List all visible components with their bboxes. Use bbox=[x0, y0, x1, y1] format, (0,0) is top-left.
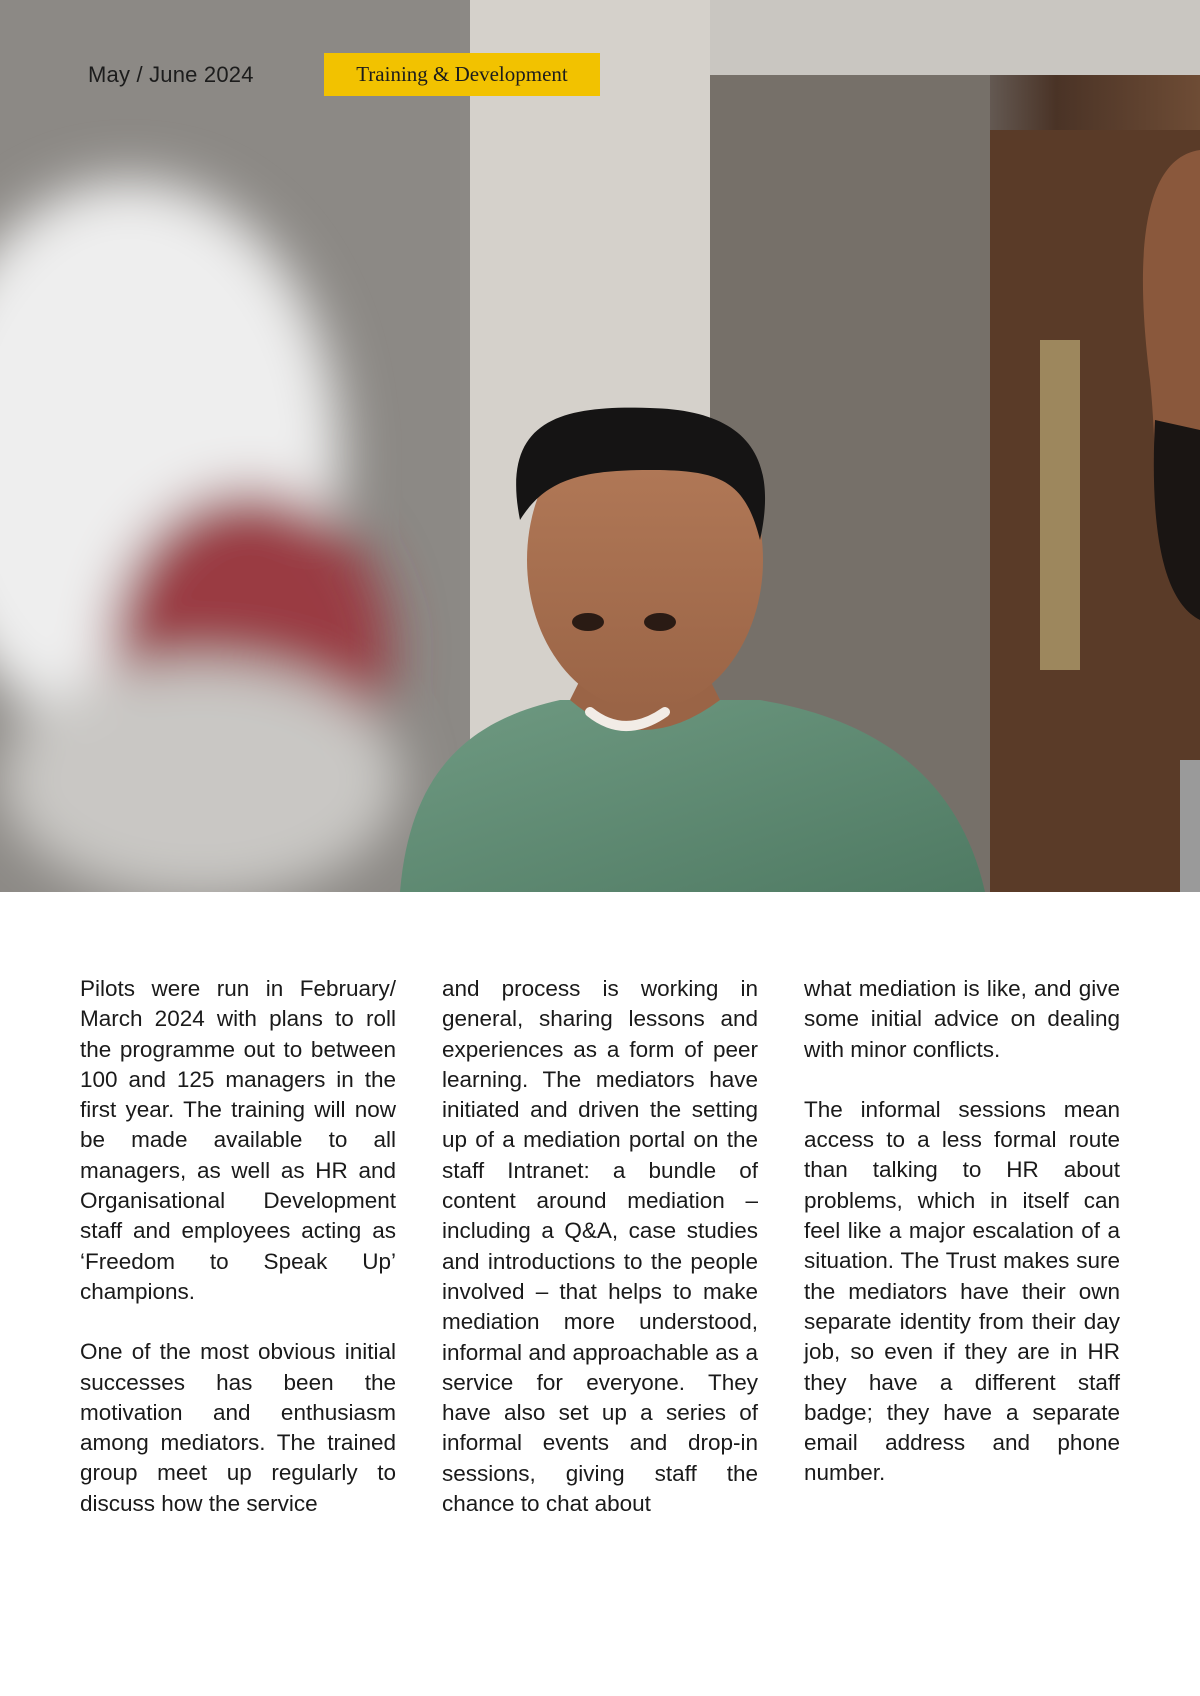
paragraph: The informal sessions mean access to a less formal route than talking to HR about problems, which in itself can feel like a major escalation of a situation. The Trust makes sure the mediators have their own separate identity from their day job, so even if they are in HR they have a different staff badge; they have a separate email address and phone number. bbox=[804, 1096, 1120, 1486]
paragraph: One of the most obvious initial successes has been the motivation and enthusiasm among mediators. The trained group meet up regularly to discuss how the service bbox=[80, 1339, 396, 1516]
issue-date: May / June 2024 bbox=[88, 62, 254, 87]
article-column-1 bbox=[80, 974, 396, 1549]
article-column-2 bbox=[442, 974, 758, 1549]
paragraph: what mediation is like, and give some initial advice on dealing with minor conflicts. bbox=[804, 976, 1120, 1062]
paragraph: Pilots were run in February/ March 2024 with plans to roll the programme out to between 100 and 125 managers in the first year. The training will now be made available to all managers, as well as HR and Organisational Development staff and employees acting as ‘Freedom to Speak Up’ champions. bbox=[80, 976, 396, 1304]
article-body bbox=[80, 974, 1120, 1549]
paragraph: and process is working in general, sharing lessons and experiences as a form of peer learning. The mediators have initiated and driven the setting up of a mediation portal on the staff Intranet: a bundle of content around mediation – including a Q&A, case studies and introductions to the people involved – that helps to make mediation more understood, informal and approachable as a service for everyone. They have also set up a series of informal events and drop-in sessions, giving staff the chance to chat about bbox=[442, 976, 758, 1517]
article-column-3 bbox=[804, 974, 1120, 1549]
section-tag: Training & Development bbox=[324, 53, 600, 96]
